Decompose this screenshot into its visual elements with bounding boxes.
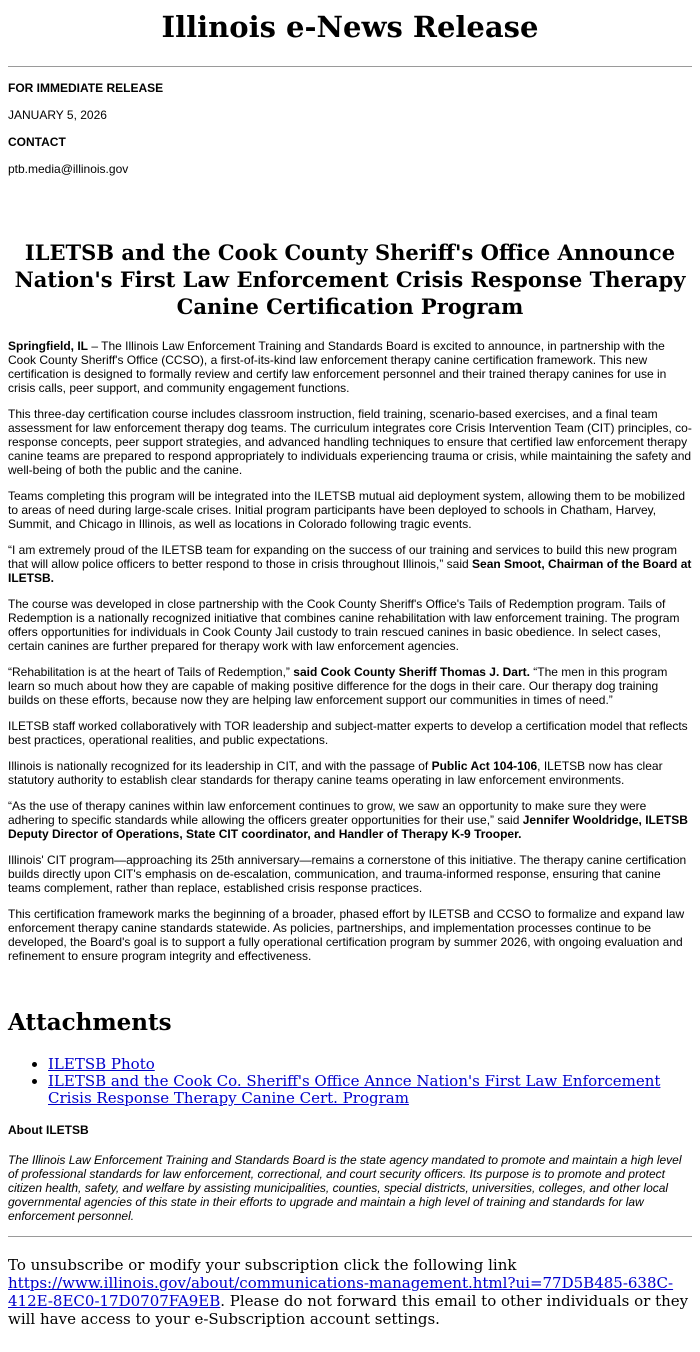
paragraph-9: “As the use of therapy canines within law enforcement continues to grow, we saw an opportunity to make sure they were adhering to specific standards while allowing the officers greater opportunities for their use,” said Jennifer Wooldridge, ILETSB Deputy Director of Operations, State CIT coordinator, and Handler of Therapy K-9 Trooper. (8, 799, 688, 841)
attachments-list (0, 1056, 700, 1107)
attachments-heading: Attachments (8, 1009, 172, 1036)
unsubscribe-notice: To unsubscribe or modify your subscription click the following link https://www.illinois.gov/about/communications-management.html?ui=77D5B485-638C-412E-8EC0-17D0707FA9EB. Please do not forward this email to other individuals or they will have access to your e-Subscription account settings. (8, 1256, 689, 1328)
about-text: The Illinois Law Enforcement Training and Standards Board is the state agency mandated to promote and maintain a high level of professional standards for law enforcement, correctional, and court security officers. Its purpose is to promote and protect citizen health, safety, and welfare by assisting municipalities, counties, special districts, universities, colleges, and other local governmental agencies of this state in their efforts to upgrade and maintain a high level of training and standards for law enforcement personnel. (8, 1153, 682, 1223)
release-meta (0, 81, 700, 189)
public-act: Public Act 104-106 (431, 759, 538, 773)
paragraph-11: This certification framework marks the beginning of a broader, phased effort by ILETSB and CCSO to formalize and expand law enforcement therapy canine standards statewide. As policies, partnerships, and implementation processes continue to be developed, the Board's goal is to support a fully operational certification program by summer 2026, with ongoing evaluation and refinement to ensure program integrity and effectiveness. (8, 907, 685, 963)
quote-attribution: Sean Smoot, Chairman of the Board at ILETSB. (8, 557, 692, 585)
quote-attribution: Jennifer Wooldridge, ILETSB Deputy Director of Operations, State CIT coordinator, and Handler of Therapy K-9 Trooper. (8, 813, 688, 841)
attachment-link-photo[interactable]: ILETSB Photo (48, 1055, 155, 1073)
paragraph-5: The course was developed in close partnership with the Cook County Sheriff's Office's Tails of Redemption program. Tails of Redemption is a nationally recognized initiative that combines canine rehabilitation with law enforcement training. The program offers opportunities for individuals in Cook County Jail custody to train rescued canines in basic obedience. In select cases, certain canines are further prepared for therapy work with law enforcement agencies. (8, 597, 680, 653)
unsubscribe-link[interactable]: https://www.illinois.gov/about/communications-management.html?ui=77D5B485-638C-412E-8EC0-17D0707FA9EB (8, 1274, 674, 1310)
paragraph-8: Illinois is nationally recognized for its leadership in CIT, and with the passage of Public Act 104-106, ILETSB now has clear statutory authority to establish clear standards for therapy canine teams operating in law enforcement environments. (8, 759, 663, 787)
paragraph-6: “Rehabilitation is at the heart of Tails of Redemption,” said Cook County Sheriff Thomas J. Dart. “The men in this program learn so much about how they are capable of making positive difference for the dogs in their care. Our therapy dog training builds on these efforts, because now they are helping law enforcement support our communities in times of need.” (8, 665, 668, 707)
paragraph-7: ILETSB staff worked collaboratively with TOR leadership and subject-matter experts to develop a certification model that reflects best practices, operational realities, and public expectations. (8, 719, 688, 747)
dateline: Springfield, IL (8, 339, 88, 353)
paragraph-4: “I am extremely proud of the ILETSB team for expanding on the success of our training and services to build this new program that will allow police officers to better respond to those in crisis throughout Illinois,” said Sean Smoot, Chairman of the Board at ILETSB. (8, 543, 692, 585)
paragraph-10: Illinois' CIT program—approaching its 25th anniversary—remains a cornerstone of this initiative. The therapy canine certification builds directly upon CIT's emphasis on de-escalation, communication, and trauma-informed response, ensuring that canine teams complement, rather than replace, established crisis response practices. (8, 853, 687, 895)
top-divider (8, 66, 692, 67)
bottom-divider (8, 1236, 692, 1237)
paragraph-1: Springfield, IL – The Illinois Law Enforcement Training and Standards Board is excited to announce, in partnership with the Cook County Sheriff's Office (CCSO), a first-of-its-kind law enforcement therapy canine certification framework. This new certification is designed to formally review and certify law enforcement personnel and their trained therapy canines for use in crisis calls, peer support, and community engagement functions. (8, 339, 667, 395)
quote-attribution: said Cook County Sheriff Thomas J. Dart. (293, 665, 530, 679)
paragraph-2: This three-day certification course includes classroom instruction, field training, scenario-based exercises, and a final team assessment for law enforcement therapy dog teams. The curriculum integrates core Crisis Intervention Team (CIT) principles, co-response concepts, peer support strategies, and advanced handling techniques to ensure that certified law enforcement therapy canine teams are prepared to respond appropriately to individuals experiencing trauma or crisis, while maintaining the safety and well-being of both the public and the canine. (8, 407, 692, 477)
list-item (48, 1056, 692, 1073)
release-label: FOR IMMEDIATE RELEASE (8, 81, 164, 95)
release-date: JANUARY 5, 2026 (8, 108, 107, 122)
headline: ILETSB and the Cook County Sheriff's Office Announce Nation's First Law Enforcement Crisis Response Therapy Canine Certification Program (14, 240, 686, 319)
paragraph-3: Teams completing this program will be integrated into the ILETSB mutual aid deployment system, allowing them to be mobilized to areas of need during large-scale crises. Initial program participants have been deployed to schools in Chatham, Harvey, Summit, and Chicago in Illinois, as well as locations in Colorado following tragic events. (8, 489, 685, 531)
masthead-title: Illinois e-News Release (161, 10, 539, 44)
press-release-body (0, 339, 700, 963)
attachment-link-release[interactable]: ILETSB and the Cook Co. Sheriff's Office Annce Nation's First Law Enforcement Crisis Response Therapy Canine Cert. Program (48, 1072, 661, 1107)
list-item (48, 1073, 692, 1107)
about-heading: About ILETSB (8, 1123, 89, 1137)
contact-email: ptb.media@illinois.gov (8, 162, 129, 176)
contact-label: CONTACT (8, 135, 66, 149)
